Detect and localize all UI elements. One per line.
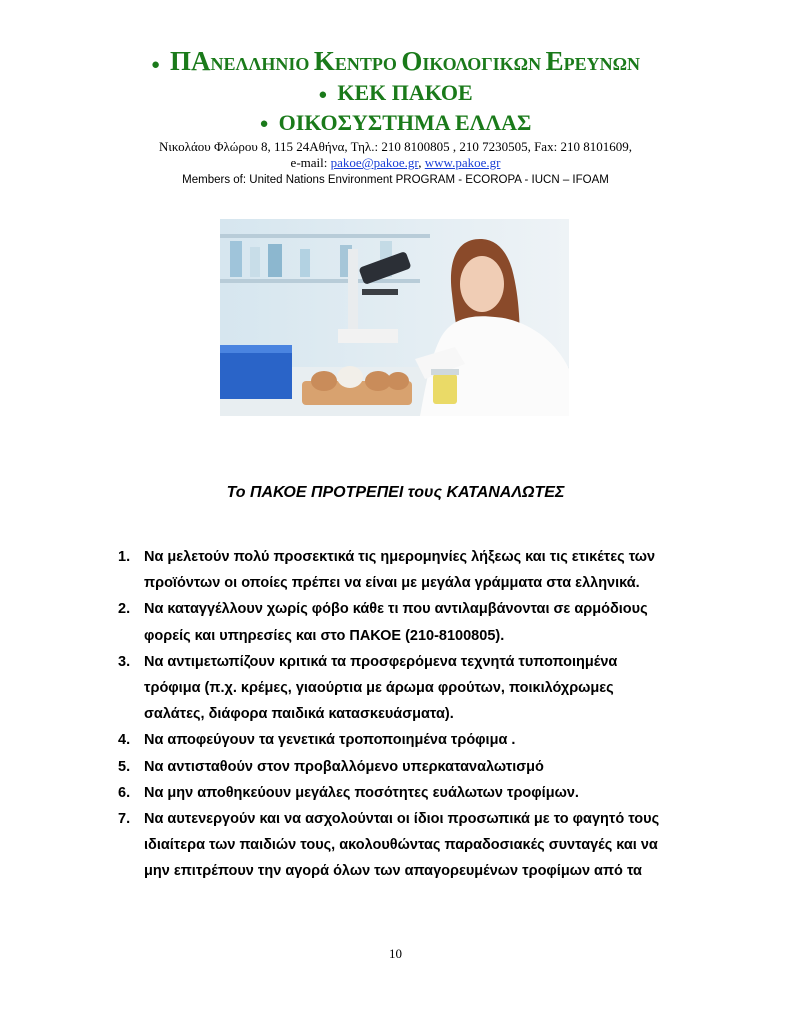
organization-name-text bbox=[170, 46, 641, 76]
item-text-line: ιδιαίτερα των παιδιών τους, ακολουθώντας παραδοσιακές συνταγές και να bbox=[144, 837, 658, 854]
item-number: 3. bbox=[118, 653, 131, 670]
list-item bbox=[118, 780, 718, 806]
item-text-line: Να αποφεύγουν τα γενετικά τροποποιημένα τρόφιμα . bbox=[144, 732, 516, 749]
memberships: Members of: United Nations Environment PROGRAM - ECOROPA - IUCN – IFOAM bbox=[182, 174, 609, 187]
initial-letter: Ο bbox=[401, 46, 423, 76]
recommendations-list bbox=[118, 544, 718, 884]
initial-letter: Π bbox=[170, 46, 192, 76]
initial-letter: Κ bbox=[313, 46, 335, 76]
word-rest: ΡΕΥΝΩΝ bbox=[563, 54, 641, 74]
item-number: 6. bbox=[118, 784, 131, 801]
word-rest: ΝΕΛΛΗΝΙΟ bbox=[210, 54, 314, 74]
item-text-line: Να καταγγέλλουν χωρίς φόβο κάθε τι που αντιλαμβάνονται σε αρμόδιους bbox=[144, 601, 648, 618]
item-text-line: σαλάτες, διάφορα παιδικά κατασκευάσματα). bbox=[144, 706, 454, 723]
initial-letter: Α bbox=[191, 46, 211, 76]
website-link[interactable]: www.pakoe.gr bbox=[424, 155, 501, 171]
address: Νικολάου Φλώρου 8, 115 24Αθήνα, Τηλ.: 210 8100805 , 210 7230505, Fax: 210 8101609, bbox=[159, 139, 632, 155]
bullet-icon: ● bbox=[318, 86, 328, 103]
word-rest: ΕΝΤΡΟ bbox=[334, 54, 402, 74]
section-title: Το ΠΑΚΟΕ ΠΡΟΤΡΕΠΕΙ τους ΚΑΤΑΝΑΛΩΤΕΣ bbox=[226, 484, 565, 501]
item-number: 7. bbox=[118, 810, 131, 827]
email-link[interactable]: pakoe@pakoe.gr bbox=[330, 155, 419, 171]
list-item bbox=[118, 754, 718, 780]
list-item bbox=[118, 596, 718, 648]
item-text-line: τρόφιμα (π.χ. κρέμες, γιαούρτια με άρωμα φρούτων, ποικιλόχρωμες bbox=[144, 679, 614, 696]
kek-name: ● ΚΕΚ ΠΑΚΟΕ bbox=[318, 80, 473, 106]
organization-name bbox=[0, 48, 791, 79]
item-text-line: Να αντιμετωπίζουν κριτικά τα προσφερόμενα τεχνητά τυποποιημένα bbox=[144, 653, 618, 670]
item-text-line: Να αντισταθούν στον προβαλλόμενο υπερκαταναλωτισμό bbox=[144, 758, 544, 775]
item-number: 4. bbox=[118, 732, 131, 749]
item-text-line: Να μην αποθηκεύουν μεγάλες ποσότητες ευάλωτων τροφίμων. bbox=[144, 784, 579, 801]
list-item bbox=[118, 649, 718, 728]
item-number: 1. bbox=[118, 549, 131, 565]
item-number: 2. bbox=[118, 601, 131, 618]
bullet-icon: ● bbox=[150, 57, 161, 74]
page-number: 10 bbox=[389, 946, 402, 961]
ecosystem-name: ● ΟΙΚΟΣΥΣΤΗΜΑ ΕΛΛΑΣ bbox=[259, 109, 532, 135]
contact-line: e-mail: pakoe@pakoe.gr, www.pakoe.gr bbox=[290, 155, 501, 171]
list-item bbox=[118, 727, 718, 753]
item-text-line: φορείς και υπηρεσίες και στο ΠΑΚΟΕ (210-8100805). bbox=[144, 627, 505, 644]
list-item bbox=[118, 806, 718, 885]
lab-photo bbox=[220, 219, 569, 416]
bullet-icon: ● bbox=[259, 116, 269, 133]
letterhead bbox=[0, 48, 791, 188]
item-text-line: Να μελετούν πολύ προσεκτικά τις ημερομηνίες λήξεως και τις ετικέτες των bbox=[144, 549, 656, 565]
item-number: 5. bbox=[118, 758, 131, 775]
word-rest: ΙΚΟΛΟΓΙΚΩΝ bbox=[422, 54, 546, 74]
item-text-line: μην επιτρέπουν την αγορά όλων των απαγορευμένων τροφίμων από τα bbox=[144, 863, 642, 880]
list-item bbox=[118, 544, 718, 596]
item-text-line: προϊόντων οι οποίες πρέπει να είναι με μεγάλα γράμματα στα ελληνικά. bbox=[144, 575, 640, 592]
initial-letter: Ε bbox=[545, 46, 564, 76]
item-text-line: Να αυτενεργούν και να ασχολούνται οι ίδιοι προσωπικά με το φαγητό τους bbox=[144, 810, 660, 827]
